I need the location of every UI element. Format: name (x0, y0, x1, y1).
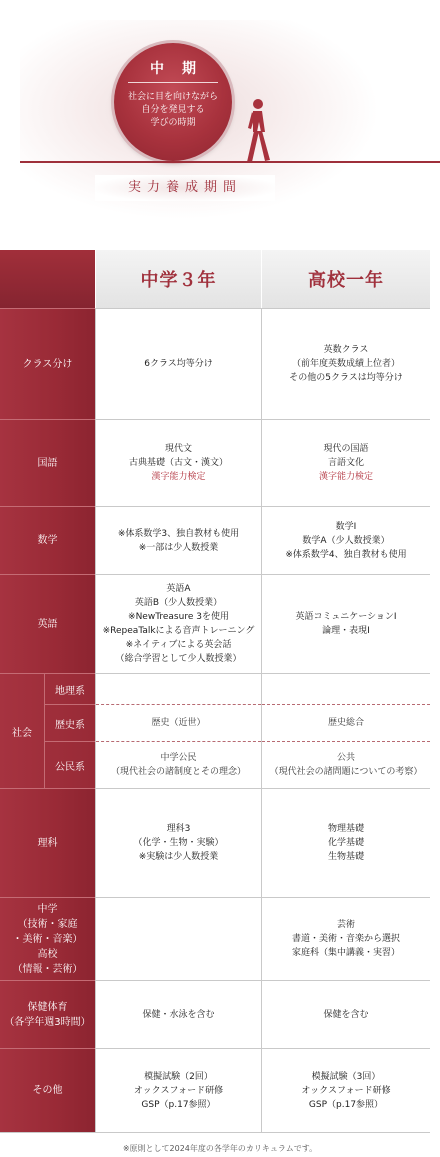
social-cell: 歴史（近世） (96, 704, 261, 741)
table-cell (261, 506, 430, 574)
table-cell (95, 897, 261, 980)
social-cell: 中学公民 （現代社会の諸制度とその理念） (96, 741, 261, 788)
table-cell (261, 897, 430, 980)
social-cell (262, 674, 430, 704)
table-cell (95, 419, 261, 506)
cell-line: 6クラス均等分け (144, 359, 213, 369)
row-header: その他 (0, 1048, 95, 1132)
cell-line: 数学Ⅰ (335, 521, 357, 532)
social-sub-label: 公民系 (45, 741, 95, 788)
table-corner (0, 250, 95, 308)
cell-line: 古典基礎（古文・漢文） (128, 458, 228, 468)
table-cell (95, 788, 261, 897)
hero-divider (20, 161, 440, 163)
social-column (261, 673, 430, 788)
social-cell (96, 674, 261, 704)
cell-line: 保健を含む (323, 1009, 369, 1020)
cell-line: ※一部は少人数授業 (138, 542, 219, 553)
social-sub-label: 地理系 (55, 685, 85, 697)
cell-line: 保健・水泳を含む (142, 1009, 215, 1020)
cell-line: 家庭科（集中講義・実習） (291, 948, 400, 958)
cell-line: 論理・表現Ⅰ (322, 626, 370, 636)
table-bottom-border (0, 1132, 430, 1133)
cell-line: ※実験は少人数授業 (138, 852, 219, 862)
table-cell (261, 574, 430, 673)
cell-line: 数学A（少人数授業） (302, 535, 390, 546)
period-label: 実力養成期間 (95, 175, 275, 201)
cell-line: GSP（p.17参照） (308, 1099, 384, 1110)
cell-line: ※NewTreasure 3を使用 (128, 612, 229, 622)
table-cell (95, 308, 261, 419)
cell-line: 英語A (166, 584, 191, 594)
cell-line: オックスフォード研修 (133, 1085, 224, 1096)
cell-line: 英語コミュニケーションⅠ (295, 612, 397, 622)
cell-line: 理科3 (166, 824, 191, 834)
cell-line: 現代の国語 (323, 444, 369, 454)
stage-divider (128, 82, 218, 83)
social-label: 社会 (0, 674, 45, 788)
cell-line: 漢字能力検定 (318, 472, 373, 482)
row-header: 英語 (0, 574, 95, 673)
cell-line: 言語文化 (327, 458, 364, 468)
cell-line: 模擬試験（3回） (311, 1071, 381, 1082)
cell-line: ※体系数学3、独自教材も使用 (117, 528, 240, 539)
cell-line: 芸術 (336, 920, 355, 930)
social-column (95, 673, 261, 788)
cell-line: 漢字能力検定 (151, 472, 206, 482)
row-header: 数学 (0, 506, 95, 574)
row-header: 中学 （技術・家庭 ・美術・音楽） 高校 （情報・芸術） (0, 897, 95, 980)
table-cell (95, 1048, 261, 1132)
cell-line: 物理基礎 (327, 824, 364, 834)
stage-badge (114, 43, 232, 161)
table-cell (261, 308, 430, 419)
column-header-senior1: 高校一年 (261, 250, 430, 308)
social-cell: 歴史総合 (262, 704, 430, 741)
table-cell (261, 788, 430, 897)
cell-line: その他の5クラスは均等分け (289, 373, 403, 383)
cell-line: 英数クラス (323, 345, 369, 355)
column-header-junior3: 中学３年 (95, 250, 261, 308)
cell-line: ※ネイティブによる英会話 (125, 640, 232, 650)
social-cell: 公共 （現代社会の諸問題についての考察） (262, 741, 430, 788)
table-cell (95, 980, 261, 1048)
cell-line: 現代文 (164, 444, 192, 454)
cell-line: （前年度英数成績上位者） (291, 359, 400, 369)
table-cell (95, 574, 261, 673)
row-header: 保健体育 （各学年週3時間） (0, 980, 95, 1048)
curriculum-table (0, 250, 430, 1133)
social-sub-label: 歴史系 (45, 704, 95, 741)
cell-line: 化学基礎 (327, 838, 364, 848)
social-row-header (0, 673, 95, 788)
stage-description: 社会に目を向けながら 自分を発見する 学びの時期 (127, 92, 218, 128)
table-cell (261, 980, 430, 1048)
table-cell (261, 419, 430, 506)
table-cell (95, 506, 261, 574)
row-header: 国語 (0, 419, 95, 506)
cell-line: ※RepeaTalkによる音声トレーニング (102, 626, 255, 636)
cell-line: 英語B（少人数授業） (134, 598, 223, 608)
cell-line: （総合学習として少人数授業） (115, 654, 242, 664)
cell-line: オックスフォード研修 (301, 1085, 391, 1096)
cell-line: GSP（p.17参照） (141, 1099, 216, 1110)
cell-line: 書道・美術・音楽から選択 (291, 934, 400, 944)
cell-line: ※体系数学4、独自教材も使用 (285, 549, 407, 560)
cell-line: 生物基礎 (327, 852, 364, 862)
cell-line: 模擬試験（2回） (144, 1071, 213, 1082)
row-header: クラス分け (0, 308, 95, 419)
footnote: ※原則として2024年度の各学年のカリキュラムです。 (122, 1144, 318, 1153)
stage-title: 中期 (150, 61, 214, 77)
walking-person-icon (240, 98, 274, 164)
row-header: 理科 (0, 788, 95, 897)
cell-line: （化学・生物・実験） (133, 838, 224, 848)
table-cell (261, 1048, 430, 1132)
